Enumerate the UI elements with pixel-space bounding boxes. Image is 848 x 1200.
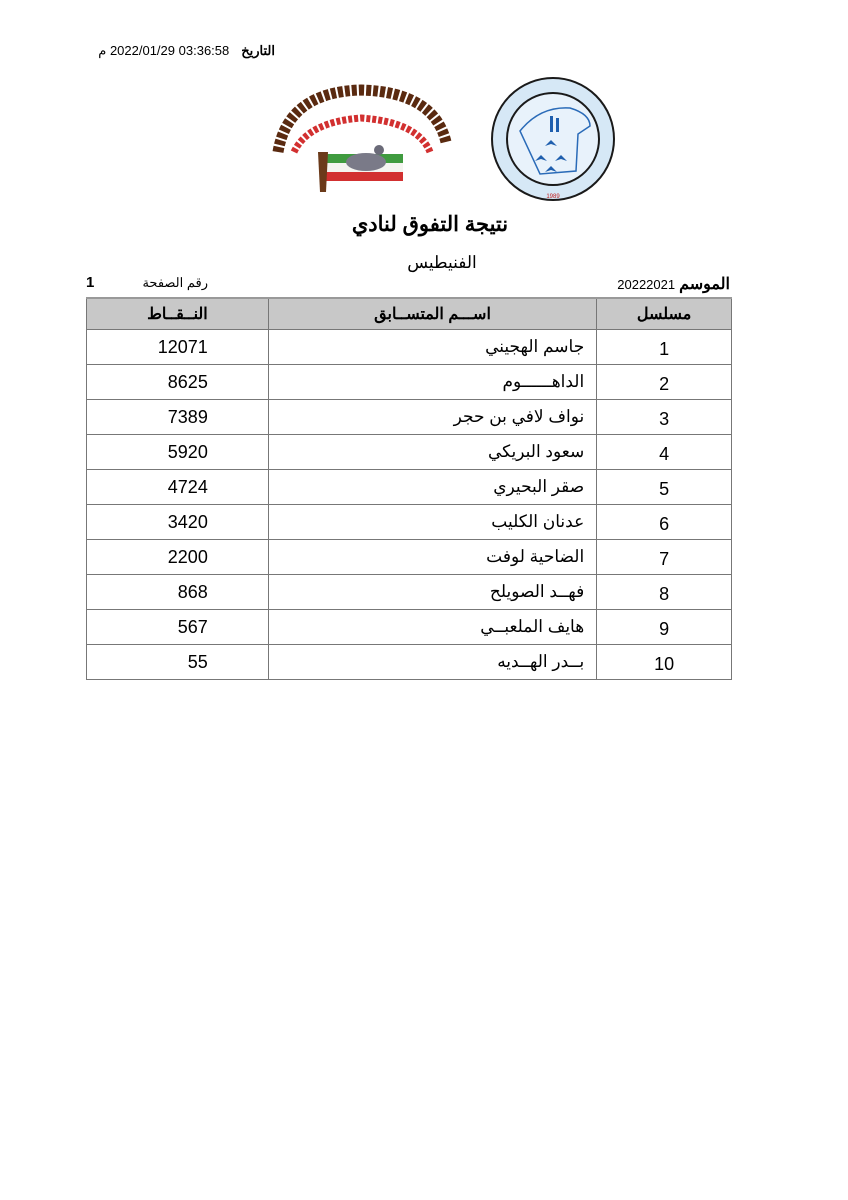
season-value: 20222021 <box>617 277 676 292</box>
table-row <box>87 470 732 505</box>
cell-points <box>87 365 269 400</box>
cell-serial: 4 <box>597 435 732 470</box>
cell-name: الداهــــــوم <box>268 365 596 400</box>
cell-name: سعود البريكي <box>268 435 596 470</box>
cell-name: فهــد الصويلح <box>268 575 596 610</box>
cell-points <box>87 610 269 645</box>
points-value: 3420 <box>167 511 208 532</box>
cell-serial: 5 <box>597 470 732 505</box>
cell-serial: 9 <box>597 610 732 645</box>
cell-points <box>87 435 269 470</box>
season-label: الموسم <box>679 276 730 293</box>
points-value: 2200 <box>167 546 208 567</box>
table-row <box>87 540 732 575</box>
page-title: نتيجة التفوق لنادي <box>351 213 509 236</box>
table-row <box>87 330 732 365</box>
table-row <box>87 645 732 680</box>
cell-serial: 2 <box>597 365 732 400</box>
cell-points <box>87 330 269 365</box>
cell-serial: 8 <box>597 575 732 610</box>
cell-name: الضاحية لوفت <box>268 540 596 575</box>
print-date <box>80 42 275 60</box>
table-row <box>87 575 732 610</box>
federation-year: 1989 <box>546 194 560 200</box>
results-table <box>86 297 732 680</box>
cell-name: جاسم الهجيني <box>268 330 596 365</box>
page-number-label: رقم الصفحة <box>142 275 208 290</box>
cell-points <box>87 645 269 680</box>
cell-name: نواف لافي بن حجر <box>268 400 596 435</box>
date-value: 03:36:58 2022/01/29 م <box>98 43 230 58</box>
cell-points <box>87 505 269 540</box>
header-name: اســـم المتســابق <box>268 298 596 330</box>
cell-points <box>87 575 269 610</box>
cell-name: صقر البحيري <box>268 470 596 505</box>
header-serial: مسلسل <box>597 298 732 330</box>
cell-serial: 7 <box>597 540 732 575</box>
points-value: 4724 <box>167 476 208 497</box>
cell-name: بــدر الهــديه <box>268 645 596 680</box>
cell-points <box>87 470 269 505</box>
cell-serial: 1 <box>597 330 732 365</box>
page-number <box>86 274 208 291</box>
points-value: 5920 <box>167 441 208 462</box>
cell-name: هايف الملعبــي <box>268 610 596 645</box>
points-value: 12071 <box>157 336 208 357</box>
points-value: 7389 <box>167 406 208 427</box>
table-row <box>87 610 732 645</box>
season <box>617 274 730 294</box>
cell-serial: 3 <box>597 400 732 435</box>
page-number-value: 1 <box>86 274 95 291</box>
cell-points <box>87 540 269 575</box>
cell-serial: 6 <box>597 505 732 540</box>
federation-logo <box>490 76 616 202</box>
table-header <box>87 298 732 330</box>
points-value: 868 <box>177 581 208 602</box>
cell-serial: 10 <box>597 645 732 680</box>
points-value: 567 <box>177 616 208 637</box>
table-row <box>87 505 732 540</box>
points-value: 8625 <box>167 371 208 392</box>
cell-points <box>87 400 269 435</box>
table-row <box>87 365 732 400</box>
header-points: النــقــاط <box>87 298 269 330</box>
club-logo <box>268 82 454 197</box>
club-name: الفنيطيس <box>407 253 477 272</box>
table-row <box>87 435 732 470</box>
points-value: 55 <box>187 651 208 672</box>
table-row <box>87 400 732 435</box>
date-label: التاريخ <box>241 43 275 58</box>
cell-name: عدنان الكليب <box>268 505 596 540</box>
